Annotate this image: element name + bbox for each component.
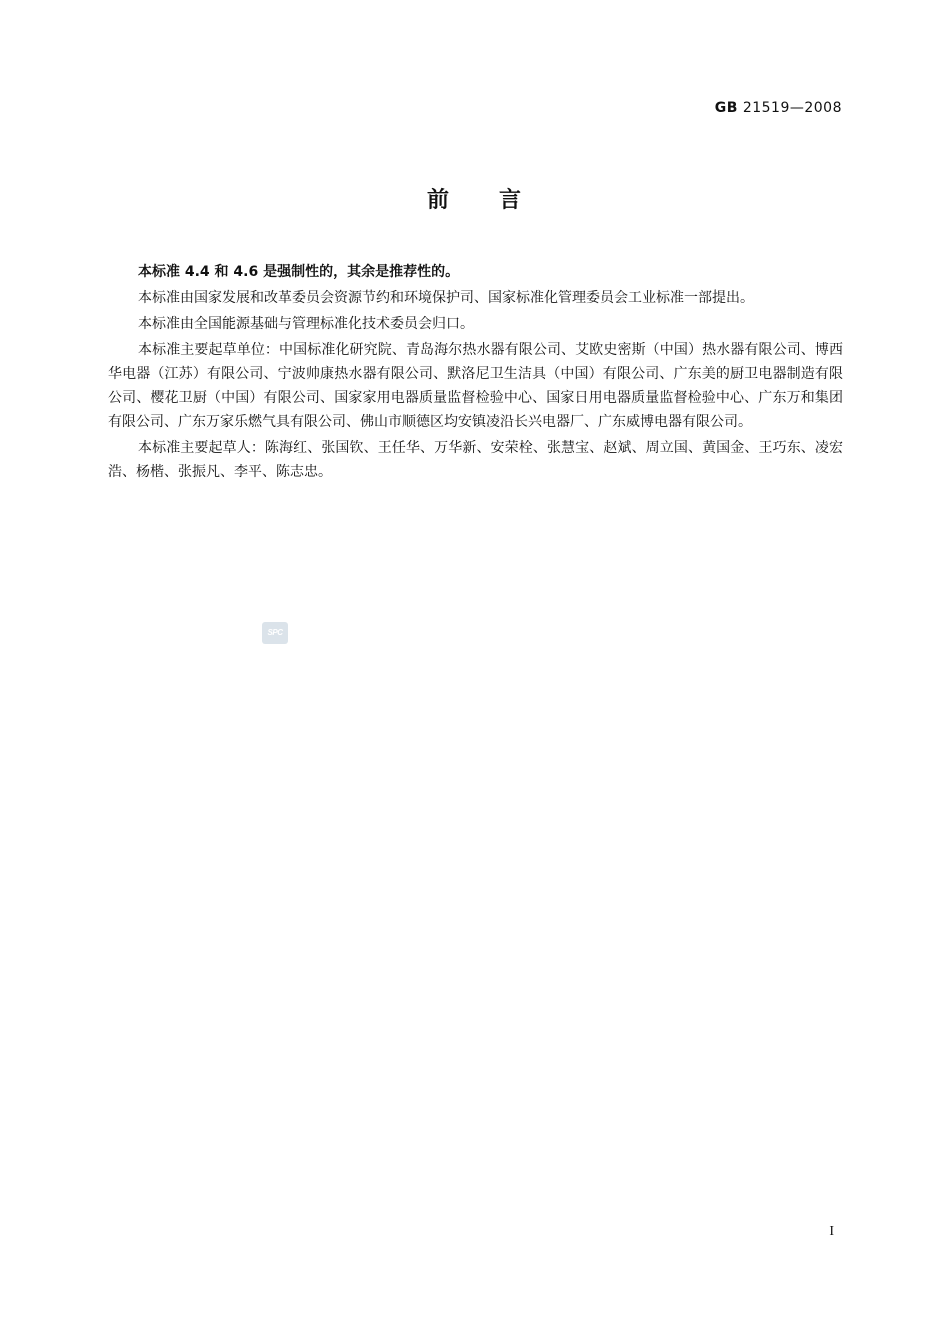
standard-code-prefix: GB: [714, 100, 738, 116]
page-number: I: [829, 1224, 834, 1239]
paragraph-mandatory-clauses: 本标准 4.4 和 4.6 是强制性的，其余是推荐性的。: [138, 264, 460, 280]
foreword-body: [108, 260, 843, 486]
standard-code: [715, 100, 842, 116]
title-char-2: 言: [499, 188, 524, 213]
paragraph-responsible-committee: 本标准由全国能源基础与管理标准化技术委员会归口。: [138, 316, 474, 332]
spc-watermark-logo: SPC: [262, 622, 288, 644]
title-char-1: 前: [426, 188, 451, 213]
page-title: [0, 183, 950, 214]
paragraph-drafters: 本标准主要起草人：陈海红、张国钦、王任华、万华新、安荣栓、张慧宝、赵斌、周立国、黄国金、王巧东、凌宏浩、杨楷、张振凡、李平、陈志忠。: [108, 440, 843, 480]
paragraph-drafting-units: 本标准主要起草单位：中国标准化研究院、青岛海尔热水器有限公司、艾欧史密斯（中国）热水器有限公司、博西华电器（江苏）有限公司、宁波帅康热水器有限公司、默洛尼卫生洁具（中国）有限公司、广东美的厨卫电器制造有限公司、樱花卫厨（中国）有限公司、国家家用电器质量监督检验中心、国家日用电器质量监督检验中心、广东万和集团有限公司、广东万家乐燃气具有限公司、佛山市顺德区均安镇凌沿长兴电器厂、广东威博电器有限公司。: [108, 342, 843, 430]
paragraph-proposer: 本标准由国家发展和改革委员会资源节约和环境保护司、国家标准化管理委员会工业标准一部提出。: [138, 290, 754, 306]
standard-code-number: 21519—2008: [742, 100, 842, 116]
